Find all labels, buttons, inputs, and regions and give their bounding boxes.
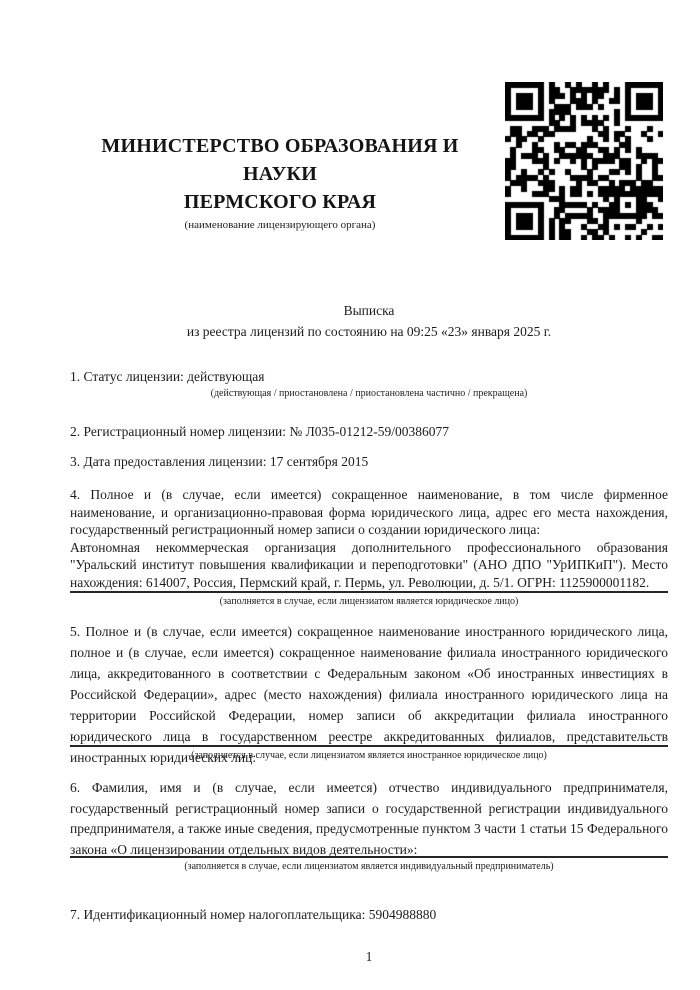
taxpayer-id: 7. Идентификационный номер налогоплательщика: 5904988880 [70, 907, 437, 922]
entrepreneur-caption: (заполняется в случае, если лицензиатом является индивидуальный предприниматель) [184, 861, 554, 872]
legal-entity-caption: (заполняется в случае, если лицензиатом является юридическое лицо) [219, 596, 519, 607]
entrepreneur-underline [70, 856, 668, 858]
license-status-caption: (действующая / приостановлена / приостановлена частично / прекращена) [210, 388, 528, 399]
registration-number: 2. Регистрационный номер лицензии: № Л035-01212-59/00386077 [70, 424, 450, 439]
entrepreneur-label: 6. Фамилия, имя и (в случае, если имеется) отчество индивидуального предпринимателя, государственный регистрационный номер записи о государственной регистрации индивидуального предпринимателя, а также иные сведения, предусмотренные пунктом 3 части 1 статьи 15 Федерального закона «О лицензировании отдельных видов деятельности»: [70, 780, 668, 857]
qr-code-image [505, 82, 663, 240]
foreign-entity-caption: (заполняется в случае, если лицензиатом является иностранное юридическое лицо) [191, 750, 547, 761]
page-number: 1 [365, 949, 373, 964]
ministry-name-caption: (наименование лицензирующего органа) [184, 219, 376, 231]
qr-code [505, 82, 663, 240]
legal-entity-label: 4. Полное и (в случае, если имеется) сокращенное наименование, в том числе фирменное наименование, и организационно-правовая форма юридического лица, адрес его места нахождения, государственный регистрационный номер записи о создании юридического лица: [70, 487, 668, 537]
licensing-authority-header [70, 132, 490, 231]
license-grant-date: 3. Дата предоставления лицензии: 17 сентября 2015 [70, 454, 369, 469]
license-status: 1. Статус лицензии: действующая [70, 369, 265, 384]
legal-entity-section [70, 486, 668, 591]
legal-entity-value: Автономная некоммерческая организация дополнительного профессионального образования "Уральский институт повышения квалификации и переподготовки" (АНО ДПО "УрИПКиП"). Место нахождения: 614007, Россия, Пермский край, г. Пермь, ул. Революции, д. 5/1. ОГРН: 1125900001182. [70, 539, 668, 590]
ministry-name-line2: ПЕРМСКОГО КРАЯ [183, 191, 377, 213]
foreign-entity-label: 5. Полное и (в случае, если имеется) сокращенное наименование иностранного юридического лица, полное и (в случае, если имеется) сокращенное наименование филиала иностранного юридического лица, аккредитованного в соответствии с Федеральным законом «Об иностранных инвестициях в Российской Федерации», адрес (место нахождения) филиала иностранного юридического лица на территории Российской Федерации, номер записи об аккредитации филиала иностранного юридического лица в государственном реестре аккредитованных филиалов, представительств иностранных юридических лиц: [70, 624, 668, 765]
ministry-name-line1: МИНИСТЕРСТВО ОБРАЗОВАНИЯ И НАУКИ [101, 135, 459, 185]
document-title-line2: из реестра лицензий по состоянию на 09:25 «23» января 2025 г. [186, 324, 552, 339]
document-title [70, 300, 668, 342]
foreign-entity-underline [70, 745, 668, 747]
legal-entity-underline [70, 591, 668, 593]
document-title-line1: Выписка [343, 303, 395, 318]
